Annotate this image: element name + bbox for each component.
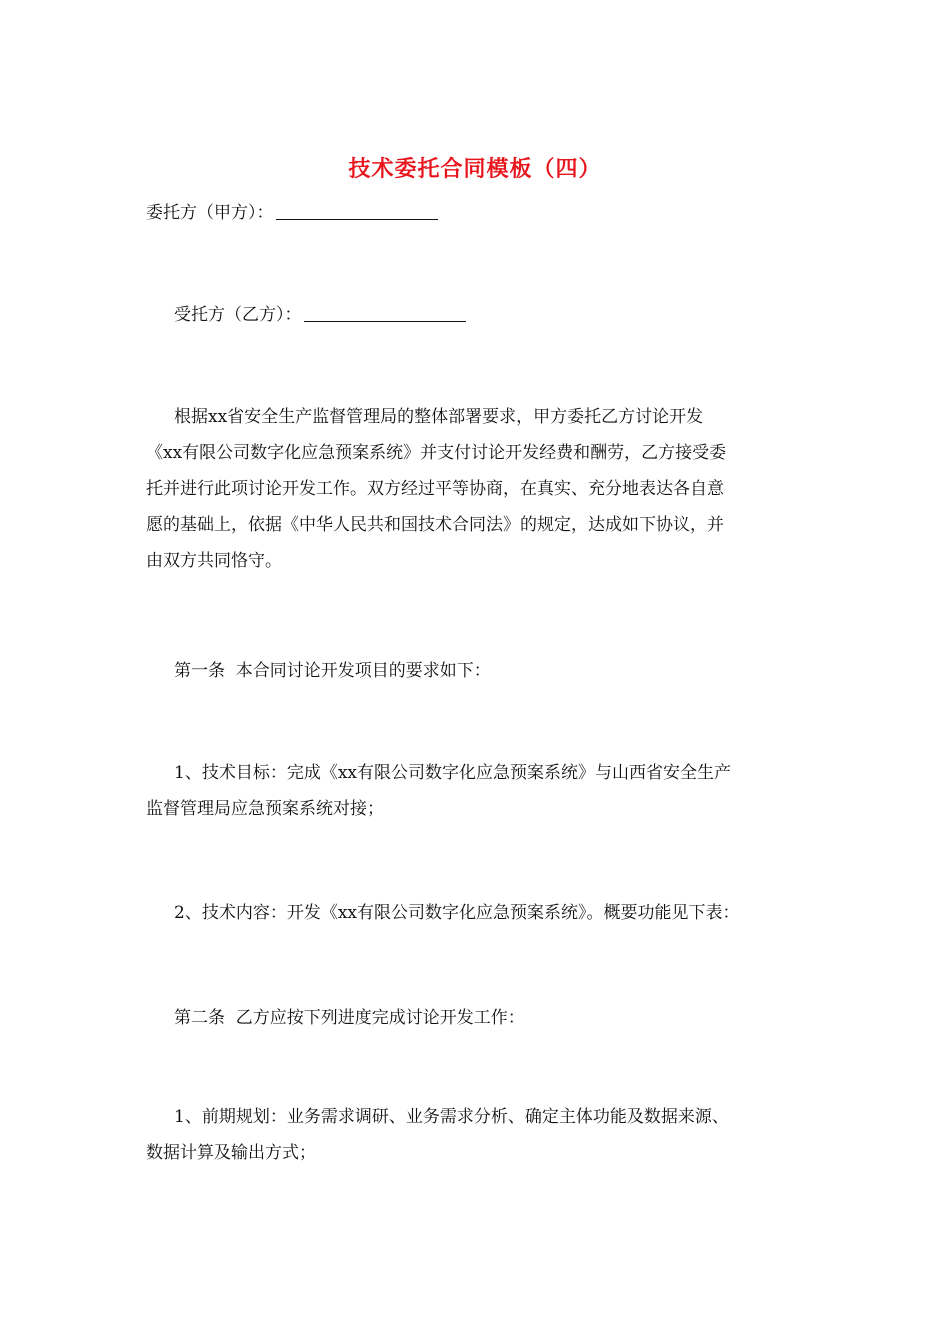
party-a-label: 委托方（甲方）： <box>146 203 274 223</box>
document-title: 技术委托合同模板（四） <box>348 156 602 182</box>
intro-line: 根据xx省安全生产监督管理局的整体部署要求，甲方委托乙方讨论开发 <box>174 407 704 427</box>
article1-heading: 第一条 本合同讨论开发项目的要求如下： <box>174 661 491 681</box>
article2-item1-line: 1、前期规划：业务需求调研、业务需求分析、确定主体功能及数据来源、 <box>174 1107 729 1127</box>
party-b-line <box>174 302 466 328</box>
intro-line: 《xx有限公司数字化应急预案系统》并支付讨论开发经费和酬劳，乙方接受委 <box>146 443 727 463</box>
intro-paragraph <box>146 404 806 584</box>
intro-line: 愿的基础上，依据《中华人民共和国技术合同法》的规定，达成如下协议，并 <box>146 515 724 535</box>
article1-item2: 2、技术内容：开发《xx有限公司数字化应急预案系统》。概要功能见下表： <box>174 903 740 923</box>
party-b-blank[interactable] <box>304 303 466 322</box>
article2-heading: 第二条 乙方应按下列进度完成讨论开发工作： <box>174 1008 525 1028</box>
article2-item1 <box>146 1104 806 1176</box>
article2-item1-line: 数据计算及输出方式； <box>146 1143 316 1163</box>
party-a-line <box>146 200 438 226</box>
article1-item1-line: 1、技术目标：完成《xx有限公司数字化应急预案系统》与山西省安全生产 <box>174 763 731 783</box>
party-b-label: 受托方（乙方）： <box>174 305 302 325</box>
article1-item1-line: 监督管理局应急预案系统对接； <box>146 799 384 819</box>
article1-item1 <box>146 760 806 832</box>
intro-line: 由双方共同恪守。 <box>146 551 282 571</box>
intro-line: 托并进行此项讨论开发工作。双方经过平等协商，在真实、充分地表达各自意 <box>146 479 724 499</box>
party-a-blank[interactable] <box>276 201 438 220</box>
